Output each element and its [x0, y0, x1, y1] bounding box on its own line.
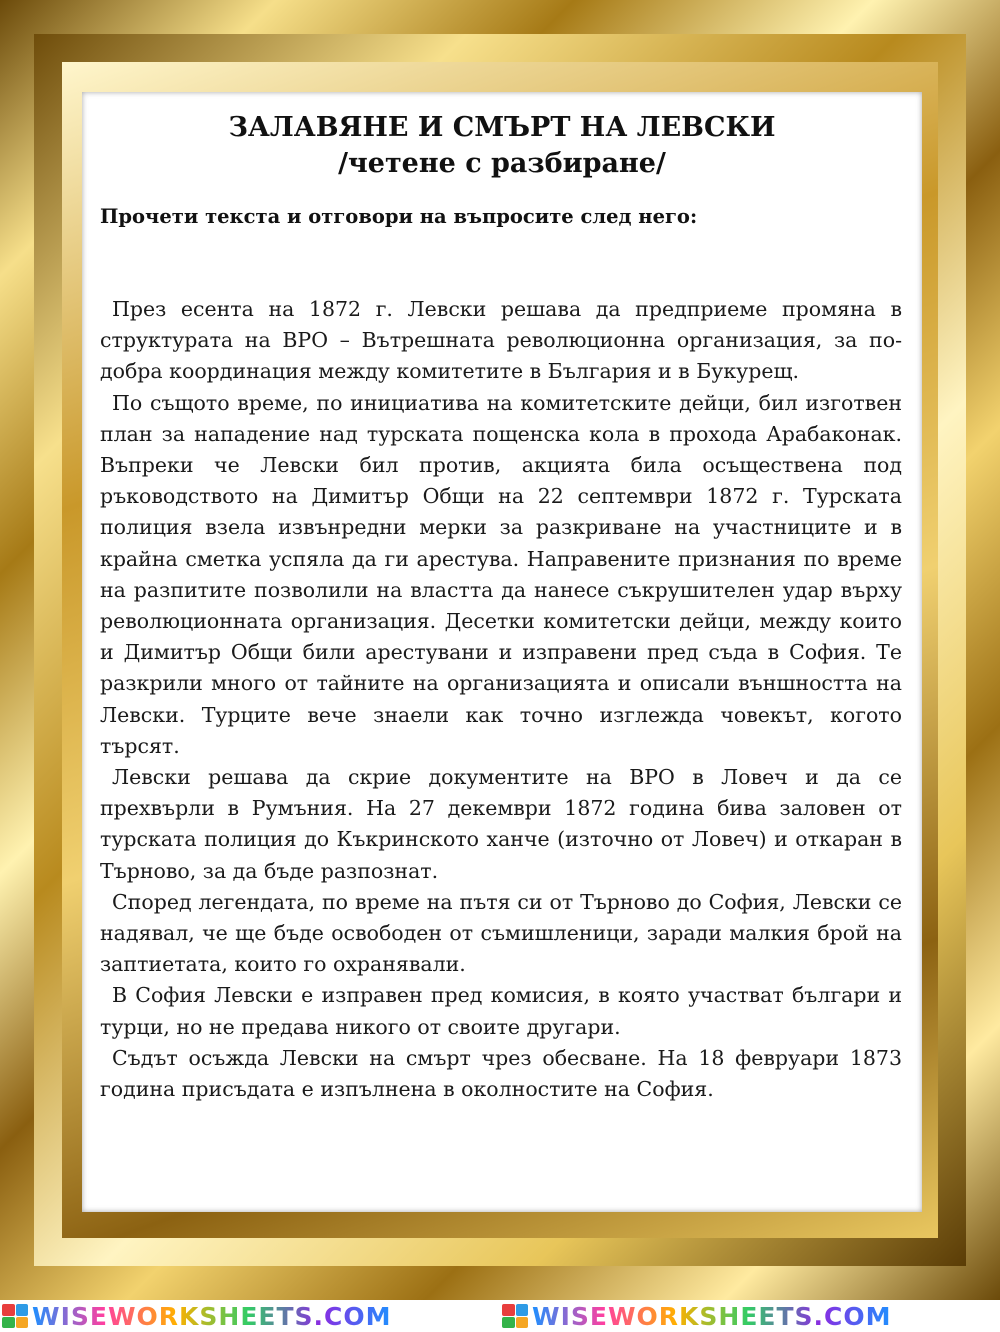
title-line-2: /четене с разбиране/: [338, 148, 666, 179]
paragraph: В София Левски е изправен пред комисия, в която участват българи и турци, но не предава никого от своите другари.: [100, 983, 902, 1039]
paragraph: Левски решава да скрие документите на ВРО в Ловеч и да се прехвърли в Румъния. На 27 декември 1872 година бива заловен от турската полиция до Къкринското ханче (източно от Ловеч) и откаран в Търново, за да бъде разпознат.: [100, 765, 902, 883]
watermark-right: [500, 1300, 1000, 1332]
paragraph: През есента на 1872 г. Левски решава да предприеме промяна в структурата на ВРО – Вътрешната революционна организация, за по-добра координация между комитетите в България и в Букурещ.: [100, 297, 902, 384]
worksheet-page: [82, 92, 922, 1212]
title-line-1: ЗАЛАВЯНЕ И СМЪРТ НА ЛЕВСКИ: [228, 112, 776, 143]
watermark-left: [0, 1300, 500, 1332]
paragraph: По същото време, по инициатива на комитетските дейци, бил изготвен план за нападение над турската пощенска кола в прохода Арабаконак. Въпреки че Левски бил против, акцията била осъществена под ръководството на Димитър Общи на 22 септември 1872 г. Турската полиция взела извънредни мерки за разкриване на участниците и в крайна сметка успяла да ги арестува. Направените признания по време на разпитите позволили на властта да нанесе съкрушителен удар върху революционната организация. Десетки комитетски дейци, между които и Димитър Общи били арестувани и изправени пред съда в София. Те разкрили много от тайните на организацията и описали външността на Левски. Турците вече знаели как точно изглежда човекът, когото търсят.: [100, 390, 902, 758]
wiseworksheets-logo-icon: [2, 1304, 28, 1328]
watermark-footer: [0, 1300, 1000, 1332]
paragraph: Съдът осъжда Левски на смърт чрез обесване. На 18 февруари 1873 година присъдата е изпълнена в околностите на София.: [100, 1045, 902, 1102]
watermark-text: WISEWORKSHEETS.COM: [532, 1301, 892, 1331]
reading-text: [100, 294, 902, 1105]
paragraph: Според легендата, по време на пътя си от Търново до София, Левски се надявал, че ще бъде освободен от съмишленици, заради малкия брой на заптиетата, които го охранявали.: [100, 889, 902, 977]
wiseworksheets-logo-icon: [502, 1304, 528, 1328]
page-title: [82, 110, 922, 182]
watermark-text: WISEWORKSHEETS.COM: [32, 1301, 392, 1331]
instruction-text: Прочети текста и отговори на въпросите след него:: [100, 205, 698, 228]
